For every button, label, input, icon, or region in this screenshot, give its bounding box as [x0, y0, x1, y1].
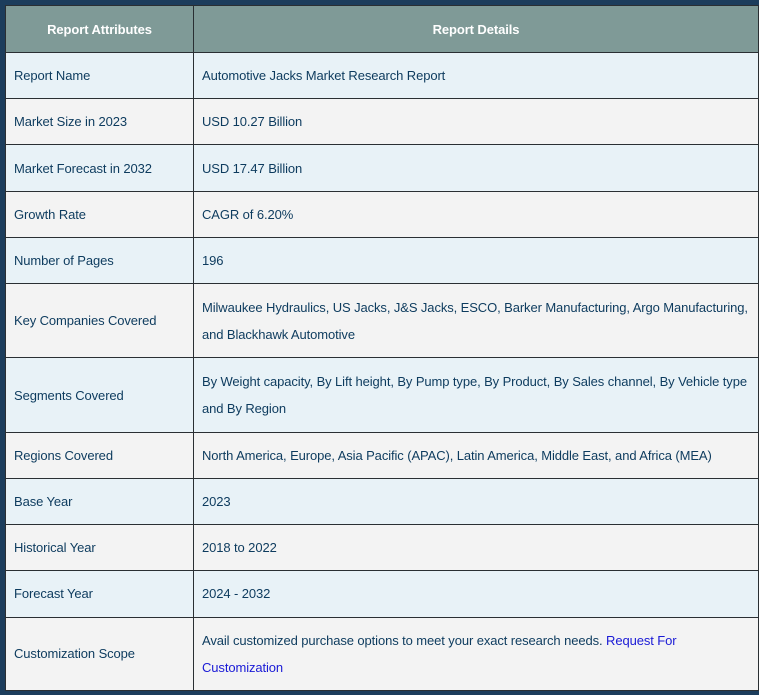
- table-row: [6, 191, 759, 237]
- table-row: [6, 53, 759, 99]
- attribute-cell: Key Companies Covered: [6, 284, 194, 358]
- attribute-cell: Growth Rate: [6, 191, 194, 237]
- table-row: [6, 237, 759, 283]
- detail-cell: 2024 - 2032: [194, 571, 759, 617]
- attribute-cell: Number of Pages: [6, 237, 194, 283]
- table-row: [6, 145, 759, 191]
- table-row: [6, 478, 759, 524]
- detail-cell: [194, 617, 759, 690]
- detail-cell: 2023: [194, 478, 759, 524]
- report-attributes-table: [5, 5, 759, 691]
- table-row: [6, 358, 759, 432]
- request-customization-link[interactable]: Request For Customization: [202, 632, 677, 675]
- detail-cell: By Weight capacity, By Lift height, By Pump type, By Product, By Sales channel, By Vehicle type and By Region: [194, 358, 759, 432]
- attribute-cell: Historical Year: [6, 525, 194, 571]
- table-row: [6, 432, 759, 478]
- detail-cell: Automotive Jacks Market Research Report: [194, 53, 759, 99]
- detail-cell: 2018 to 2022: [194, 525, 759, 571]
- header-report-details: Report Details: [194, 6, 759, 53]
- detail-cell: Milwaukee Hydraulics, US Jacks, J&S Jacks, ESCO, Barker Manufacturing, Argo Manufacturing, and Blackhawk Automotive: [194, 284, 759, 358]
- table-row: [6, 525, 759, 571]
- table-row: [6, 571, 759, 617]
- attribute-cell: Regions Covered: [6, 432, 194, 478]
- customization-text: Avail customized purchase options to meet your exact research needs.: [202, 632, 603, 648]
- attribute-cell: Report Name: [6, 53, 194, 99]
- table-row: [6, 284, 759, 358]
- table-row: [6, 99, 759, 145]
- detail-cell: North America, Europe, Asia Pacific (APAC), Latin America, Middle East, and Africa (MEA): [194, 432, 759, 478]
- attribute-cell: Segments Covered: [6, 358, 194, 432]
- attribute-cell: Market Size in 2023: [6, 99, 194, 145]
- detail-cell: USD 10.27 Billion: [194, 99, 759, 145]
- table-row: [6, 617, 759, 690]
- detail-cell: CAGR of 6.20%: [194, 191, 759, 237]
- header-report-attributes: Report Attributes: [6, 6, 194, 53]
- attribute-cell: Market Forecast in 2032: [6, 145, 194, 191]
- attribute-cell: Customization Scope: [6, 617, 194, 690]
- attribute-cell: Base Year: [6, 478, 194, 524]
- detail-cell: USD 17.47 Billion: [194, 145, 759, 191]
- table-header-row: [6, 6, 759, 53]
- detail-cell: 196: [194, 237, 759, 283]
- attribute-cell: Forecast Year: [6, 571, 194, 617]
